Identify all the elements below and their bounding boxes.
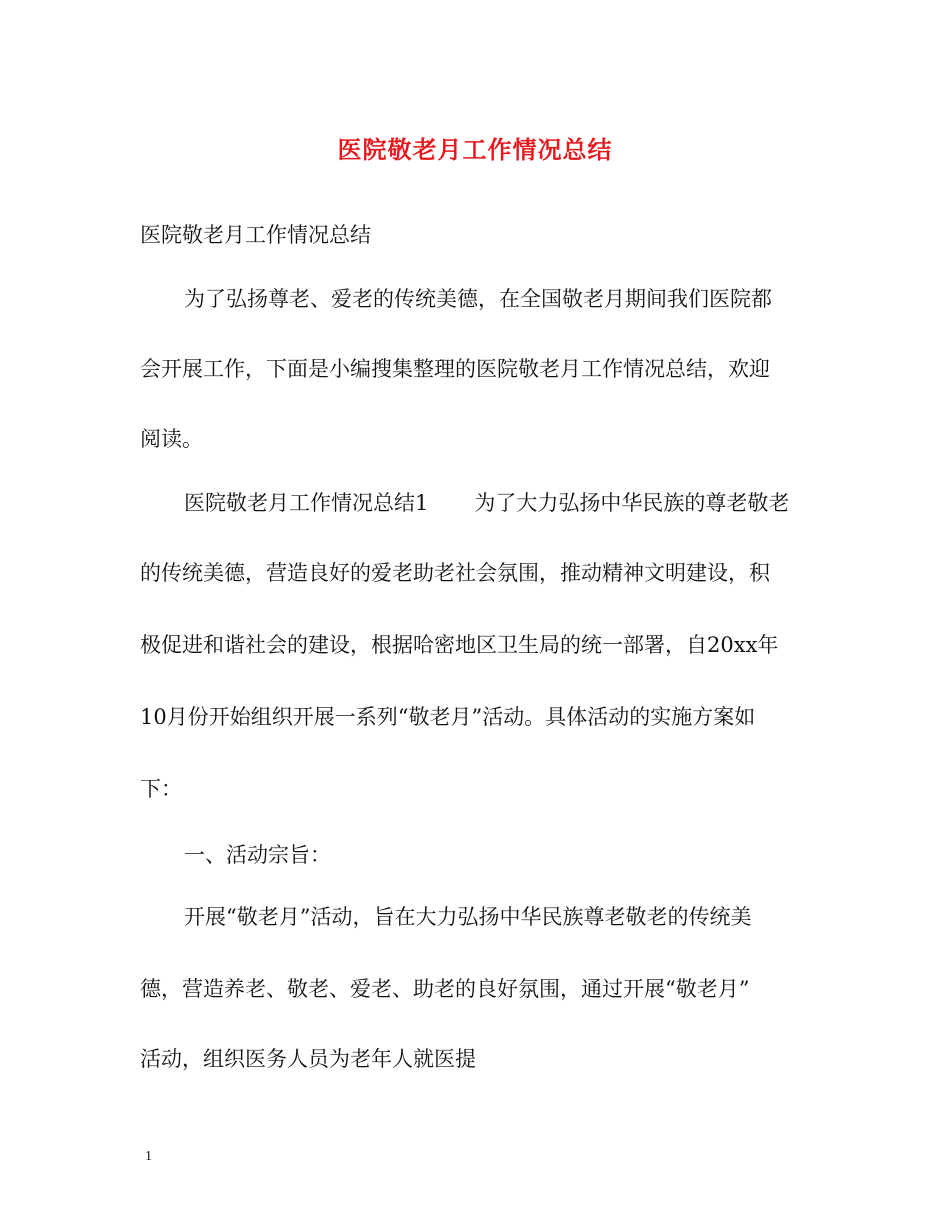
document-title: 医院敬老月工作情况总结 (337, 135, 613, 164)
section-heading: 一、活动宗旨： (184, 843, 331, 867)
paragraph-line: 活动，组织医务人员为老年人就医提 (140, 1047, 476, 1071)
paragraph-line: 10月份开始组织开展一系列“敬老月”活动。具体活动的实施方案如 (140, 705, 756, 729)
paragraph-line: 开展“敬老月”活动，旨在大力弘扬中华民族尊老敬老的传统美 (184, 905, 752, 929)
paragraph-line: 的传统美德，营造良好的爱老助老社会氛围，推动精神文明建设，积 (140, 561, 770, 585)
section-heading-1: 医院敬老月工作情况总结1 (184, 491, 429, 515)
paragraph-line (184, 488, 789, 518)
paragraph-line: 阅读。 (140, 427, 203, 451)
paragraph-line: 下： (140, 777, 182, 801)
page-number: 1 (145, 1149, 152, 1164)
paragraph-line: 为了弘扬尊老、爱老的传统美德，在全国敬老月期间我们医院都 (184, 287, 772, 311)
document-subtitle: 医院敬老月工作情况总结 (140, 223, 371, 247)
paragraph-line: 德，营造养老、敬老、爱老、助老的良好氛围，通过开展“敬老月” (140, 977, 750, 1001)
paragraph-line: 极促进和谐社会的建设，根据哈密地区卫生局的统一部署，自20xx年 (140, 633, 779, 657)
paragraph-text: 为了大力弘扬中华民族的尊老敬老 (474, 491, 790, 515)
paragraph-line: 会开展工作，下面是小编搜集整理的医院敬老月工作情况总结，欢迎 (140, 357, 770, 381)
